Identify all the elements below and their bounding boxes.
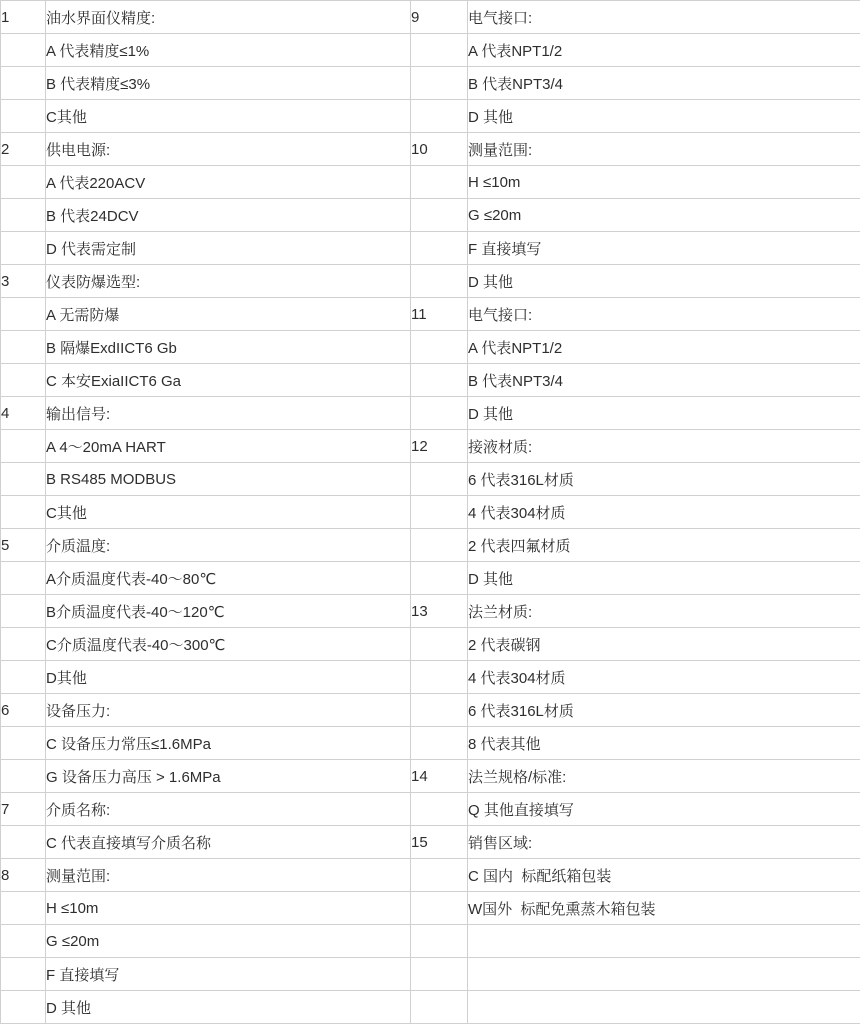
table-row — [1, 760, 860, 793]
section-title-cell: 电气接口: — [468, 298, 860, 331]
row-number-cell-empty — [411, 727, 468, 760]
row-number-cell-empty — [411, 925, 468, 958]
table-row — [1, 793, 860, 826]
row-number-cell-empty — [411, 34, 468, 67]
row-number-cell-empty — [411, 958, 468, 991]
row-number-cell-empty — [1, 331, 46, 364]
option-cell: D 其他 — [468, 562, 860, 595]
row-number-cell-empty — [1, 232, 46, 265]
row-number-cell-empty — [1, 991, 46, 1024]
table-row — [1, 331, 860, 364]
table-row — [1, 991, 860, 1024]
row-number-cell-empty — [411, 265, 468, 298]
table-row — [1, 595, 860, 628]
table-row — [1, 298, 860, 331]
row-number-cell-empty — [1, 34, 46, 67]
option-cell: 6 代表316L材质 — [468, 463, 860, 496]
row-number-cell-empty — [411, 199, 468, 232]
option-cell: D其他 — [46, 661, 411, 694]
section-title-cell: 法兰规格/标准: — [468, 760, 860, 793]
row-number-cell: 5 — [1, 529, 46, 562]
option-cell: C介质温度代表-40～300℃ — [46, 628, 411, 661]
option-cell: 4 代表304材质 — [468, 496, 860, 529]
option-cell: 2 代表四氟材质 — [468, 529, 860, 562]
row-number-cell-empty — [1, 892, 46, 925]
table-row — [1, 430, 860, 463]
row-number-cell-empty — [1, 628, 46, 661]
option-cell: 8 代表其他 — [468, 727, 860, 760]
section-title-cell: 电气接口: — [468, 1, 860, 34]
table-row — [1, 496, 860, 529]
row-number-cell-empty — [1, 463, 46, 496]
option-cell: H ≤10m — [468, 166, 860, 199]
table-row — [1, 166, 860, 199]
row-number-cell: 9 — [411, 1, 468, 34]
row-number-cell: 12 — [411, 430, 468, 463]
row-number-cell: 7 — [1, 793, 46, 826]
option-cell: C 本安ExiaIICT6 Ga — [46, 364, 411, 397]
option-cell: D 其他 — [468, 100, 860, 133]
table-row — [1, 1, 860, 34]
row-number-cell-empty — [411, 661, 468, 694]
option-cell: G ≤20m — [468, 199, 860, 232]
row-number-cell-empty — [411, 67, 468, 100]
row-number-cell: 8 — [1, 859, 46, 892]
option-cell: H ≤10m — [46, 892, 411, 925]
section-title-cell: 供电电源: — [46, 133, 411, 166]
option-cell: B 代表NPT3/4 — [468, 364, 860, 397]
option-cell: A 4～20mA HART — [46, 430, 411, 463]
table-row — [1, 628, 860, 661]
option-cell: 6 代表316L材质 — [468, 694, 860, 727]
row-number-cell-empty — [1, 67, 46, 100]
section-title-cell: 介质温度: — [46, 529, 411, 562]
table-row — [1, 958, 860, 991]
table-row — [1, 199, 860, 232]
row-number-cell-empty — [1, 430, 46, 463]
table-body — [1, 1, 860, 1024]
row-number-cell-empty — [1, 925, 46, 958]
option-cell: C 设备压力常压≤1.6MPa — [46, 727, 411, 760]
section-title-cell: 法兰材质: — [468, 595, 860, 628]
row-number-cell: 11 — [411, 298, 468, 331]
row-number-cell: 4 — [1, 397, 46, 430]
table-row — [1, 67, 860, 100]
row-number-cell: 14 — [411, 760, 468, 793]
row-number-cell-empty — [411, 859, 468, 892]
row-number-cell-empty — [411, 232, 468, 265]
row-number-cell-empty — [411, 562, 468, 595]
row-number-cell: 1 — [1, 1, 46, 34]
option-cell: C其他 — [46, 496, 411, 529]
table-row — [1, 826, 860, 859]
option-cell: A 代表NPT1/2 — [468, 34, 860, 67]
option-cell: B 隔爆ExdIICT6 Gb — [46, 331, 411, 364]
row-number-cell-empty — [1, 595, 46, 628]
table-row — [1, 727, 860, 760]
option-cell: A 代表NPT1/2 — [468, 331, 860, 364]
row-number-cell-empty — [411, 463, 468, 496]
row-number-cell-empty — [411, 331, 468, 364]
option-cell: B 代表NPT3/4 — [468, 67, 860, 100]
row-number-cell-empty — [411, 496, 468, 529]
row-number-cell-empty — [1, 364, 46, 397]
section-title-cell: 设备压力: — [46, 694, 411, 727]
table-row — [1, 100, 860, 133]
row-number-cell-empty — [1, 958, 46, 991]
option-cell: F 直接填写 — [46, 958, 411, 991]
table-row — [1, 133, 860, 166]
option-cell — [468, 925, 860, 958]
row-number-cell-empty — [411, 892, 468, 925]
table-row — [1, 925, 860, 958]
row-number-cell-empty — [1, 562, 46, 595]
row-number-cell-empty — [1, 298, 46, 331]
option-cell: G 设备压力高压 > 1.6MPa — [46, 760, 411, 793]
option-cell: B 代表24DCV — [46, 199, 411, 232]
option-cell: A介质温度代表-40～80℃ — [46, 562, 411, 595]
row-number-cell-empty — [411, 364, 468, 397]
table-row — [1, 34, 860, 67]
option-cell: G ≤20m — [46, 925, 411, 958]
table-row — [1, 892, 860, 925]
table-row — [1, 463, 860, 496]
section-title-cell: 测量范围: — [46, 859, 411, 892]
option-cell: 2 代表碳钢 — [468, 628, 860, 661]
option-cell: B 代表精度≤3% — [46, 67, 411, 100]
option-cell: A 无需防爆 — [46, 298, 411, 331]
option-cell: B介质温度代表-40～120℃ — [46, 595, 411, 628]
row-number-cell-empty — [1, 727, 46, 760]
row-number-cell: 2 — [1, 133, 46, 166]
option-cell: F 直接填写 — [468, 232, 860, 265]
row-number-cell-empty — [411, 529, 468, 562]
row-number-cell-empty — [411, 397, 468, 430]
row-number-cell: 15 — [411, 826, 468, 859]
option-cell: A 代表220ACV — [46, 166, 411, 199]
option-cell: D 其他 — [468, 265, 860, 298]
option-cell: 4 代表304材质 — [468, 661, 860, 694]
option-cell — [468, 958, 860, 991]
table-row — [1, 265, 860, 298]
row-number-cell-empty — [1, 661, 46, 694]
section-title-cell: 销售区域: — [468, 826, 860, 859]
section-title-cell: 介质名称: — [46, 793, 411, 826]
table-row — [1, 364, 860, 397]
row-number-cell-empty — [411, 694, 468, 727]
table-row — [1, 232, 860, 265]
row-number-cell: 13 — [411, 595, 468, 628]
row-number-cell-empty — [411, 991, 468, 1024]
section-title-cell: 测量范围: — [468, 133, 860, 166]
option-cell: Q 其他直接填写 — [468, 793, 860, 826]
row-number-cell-empty — [411, 166, 468, 199]
row-number-cell-empty — [1, 760, 46, 793]
table-row — [1, 661, 860, 694]
section-title-cell: 接液材质: — [468, 430, 860, 463]
option-cell: A 代表精度≤1% — [46, 34, 411, 67]
row-number-cell-empty — [411, 793, 468, 826]
section-title-cell: 输出信号: — [46, 397, 411, 430]
table-row — [1, 529, 860, 562]
row-number-cell-empty — [1, 826, 46, 859]
option-cell: C 代表直接填写介质名称 — [46, 826, 411, 859]
option-cell: D 其他 — [468, 397, 860, 430]
table-row — [1, 562, 860, 595]
option-cell — [468, 991, 860, 1024]
row-number-cell-empty — [1, 199, 46, 232]
section-title-cell: 油水界面仪精度: — [46, 1, 411, 34]
option-cell: D 代表需定制 — [46, 232, 411, 265]
row-number-cell: 3 — [1, 265, 46, 298]
row-number-cell-empty — [1, 166, 46, 199]
option-cell: B RS485 MODBUS — [46, 463, 411, 496]
row-number-cell: 10 — [411, 133, 468, 166]
table-row — [1, 859, 860, 892]
table-row — [1, 694, 860, 727]
row-number-cell-empty — [1, 100, 46, 133]
option-cell: W国外 标配免熏蒸木箱包装 — [468, 892, 860, 925]
option-cell: C其他 — [46, 100, 411, 133]
row-number-cell-empty — [411, 100, 468, 133]
row-number-cell: 6 — [1, 694, 46, 727]
section-title-cell: 仪表防爆选型: — [46, 265, 411, 298]
option-cell: D 其他 — [46, 991, 411, 1024]
option-cell: C 国内 标配纸箱包装 — [468, 859, 860, 892]
row-number-cell-empty — [1, 496, 46, 529]
row-number-cell-empty — [411, 628, 468, 661]
table-row — [1, 397, 860, 430]
